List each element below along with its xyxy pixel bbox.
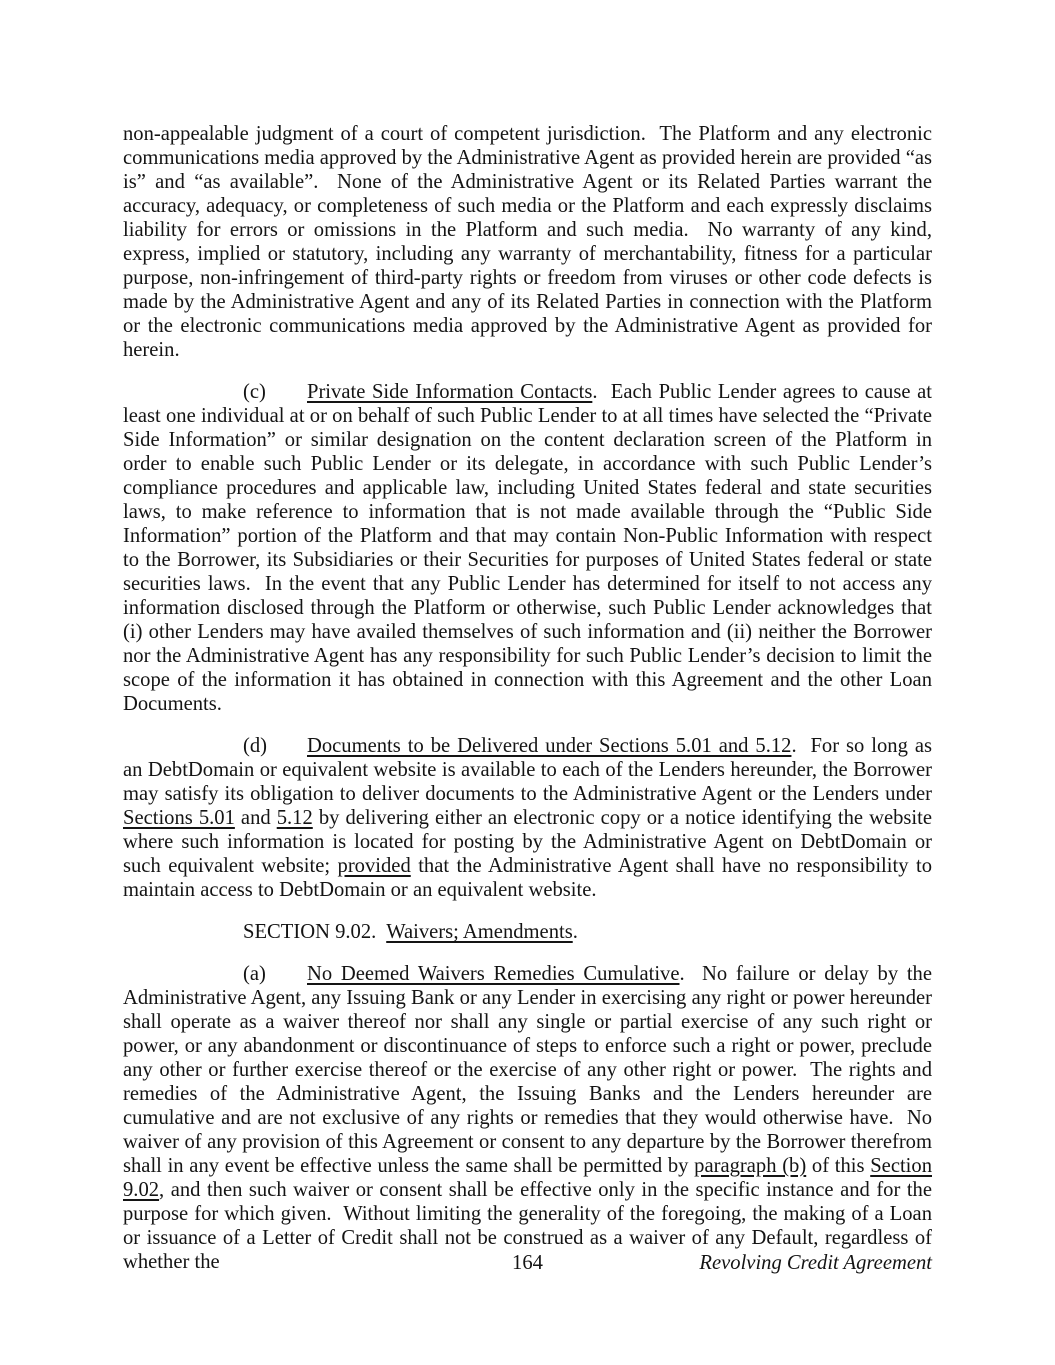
paragraph-label: (c) (243, 381, 266, 403)
body-text-run: that the Administrative Agent shall have no responsibility to maintain access to DebtDomain or an equivalent website. (123, 855, 932, 901)
body-text-run: . (572, 921, 578, 943)
body-text-run: of this (806, 1155, 871, 1177)
underlined-text: provided (337, 855, 411, 877)
document-body (123, 122, 932, 1274)
page-number: 164 (512, 1252, 543, 1274)
paragraph-c-private-side-information-contacts (123, 380, 932, 716)
paragraph-label: (d) (243, 735, 268, 757)
underlined-text: Section 9.02 (123, 1155, 932, 1201)
underlined-text: No Deemed Waivers Remedies Cumulative (307, 963, 680, 985)
underlined-text: Sections 5.01 (123, 807, 235, 829)
paragraph-platform-disclaimer (123, 122, 932, 362)
body-text-run: . For so long as an DebtDomain or equivalent website is available to each of the Lenders hereunder, the Borrower may satisfy its obligation to deliver documents to the Administrative Agent or the Lenders under (123, 735, 932, 805)
underlined-text: Documents to be Delivered under Sections 5.01 and 5.12 (307, 735, 792, 757)
underlined-text: 5.12 (276, 807, 313, 829)
body-text-run: and (234, 807, 277, 829)
underlined-text: Private Side Information Contacts (307, 381, 593, 403)
body-text-run: . Each Public Lender agrees to cause at least one individual at or on behalf of such Public Lender to at all times have selected the “Private Side Information” or similar designation on the content declaration screen of the Platform in order to enable such Public Lender or its delegate, in accordance with such Public Lender’s compliance procedures and applicable law, including United States federal and state securities laws, to make reference to information that is not made available through the “Public Side Information” portion of the Platform and that may contain Non-Public Information with respect to the Borrower, its Subsidiaries or their Securities for purposes of United States federal or state securities laws. In the event that any Public Lender has determined for itself to not access any information disclosed through the Platform or otherwise, such Public Lender acknowledges that (i) other Lenders may have availed themselves of such information and (ii) neither the Borrower nor the Administrative Agent has any responsibility for such Public Lender’s decision to limit the scope of the information it has obtained in connection with this Agreement and the other Loan Documents. (123, 381, 933, 715)
body-text-run: , and then such waiver or consent shall be effective only in the specific instance and for the purpose for which given. Without limiting the generality of the foregoing, the making of a Loan or issuance of a Letter of Credit shall not be construed as a waiver of any Default, regardless of whether the (123, 1179, 932, 1273)
paragraph-a-no-deemed-waivers (123, 962, 932, 1274)
footer-doc-title: Revolving Credit Agreement (699, 1252, 932, 1274)
body-text-run: non-appealable judgment of a court of competent jurisdiction. The Platform and any electronic communications media approved by the Administrative Agent as provided herein are provided “as is” and “as available”. None of the Administrative Agent or its Related Parties warrant the accuracy, adequacy, or completeness of such media or the Platform and each expressly disclaims liability for errors or omissions in the Platform and such media. No warranty of any kind, express, implied or statutory, including any warranty of merchantability, fitness for a particular purpose, non-infringement of third-party rights or freedom from viruses or other code defects is made by the Administrative Agent and any of its Related Parties in connection with the Platform or the electronic communications media approved by the Administrative Agent as provided for herein. (123, 123, 932, 361)
body-text-run: SECTION 9.02. (243, 921, 387, 943)
body-text-run: by delivering either an electronic copy or a notice identifying the website where such information is located for posting by the Administrative Agent on DebtDomain or such equivalent website; (123, 807, 932, 877)
body-text-run: . No failure or delay by the Administrative Agent, any Issuing Bank or any Lender in exercising any right or power hereunder shall operate as a waiver thereof nor shall any single or partial exercise of any such right or power, or any abandonment or discontinuance of steps to enforce such a right or power, preclude any other or further exercise thereof or the exercise of any other right or power. The rights and remedies of the Administrative Agent, the Issuing Banks and the Lenders hereunder are cumulative and are not exclusive of any rights or remedies that they would otherwise have. No waiver of any provision of this Agreement or consent to any departure by the Borrower therefrom shall in any event be effective unless the same shall be permitted by (123, 963, 932, 1177)
underlined-text: paragraph (b) (694, 1155, 807, 1177)
paragraph-d-documents-to-be-delivered (123, 734, 932, 902)
page-footer (123, 1251, 932, 1277)
section-9-02-heading (123, 920, 932, 944)
underlined-text: Waivers; Amendments (386, 921, 573, 943)
paragraph-label: (a) (243, 963, 266, 985)
